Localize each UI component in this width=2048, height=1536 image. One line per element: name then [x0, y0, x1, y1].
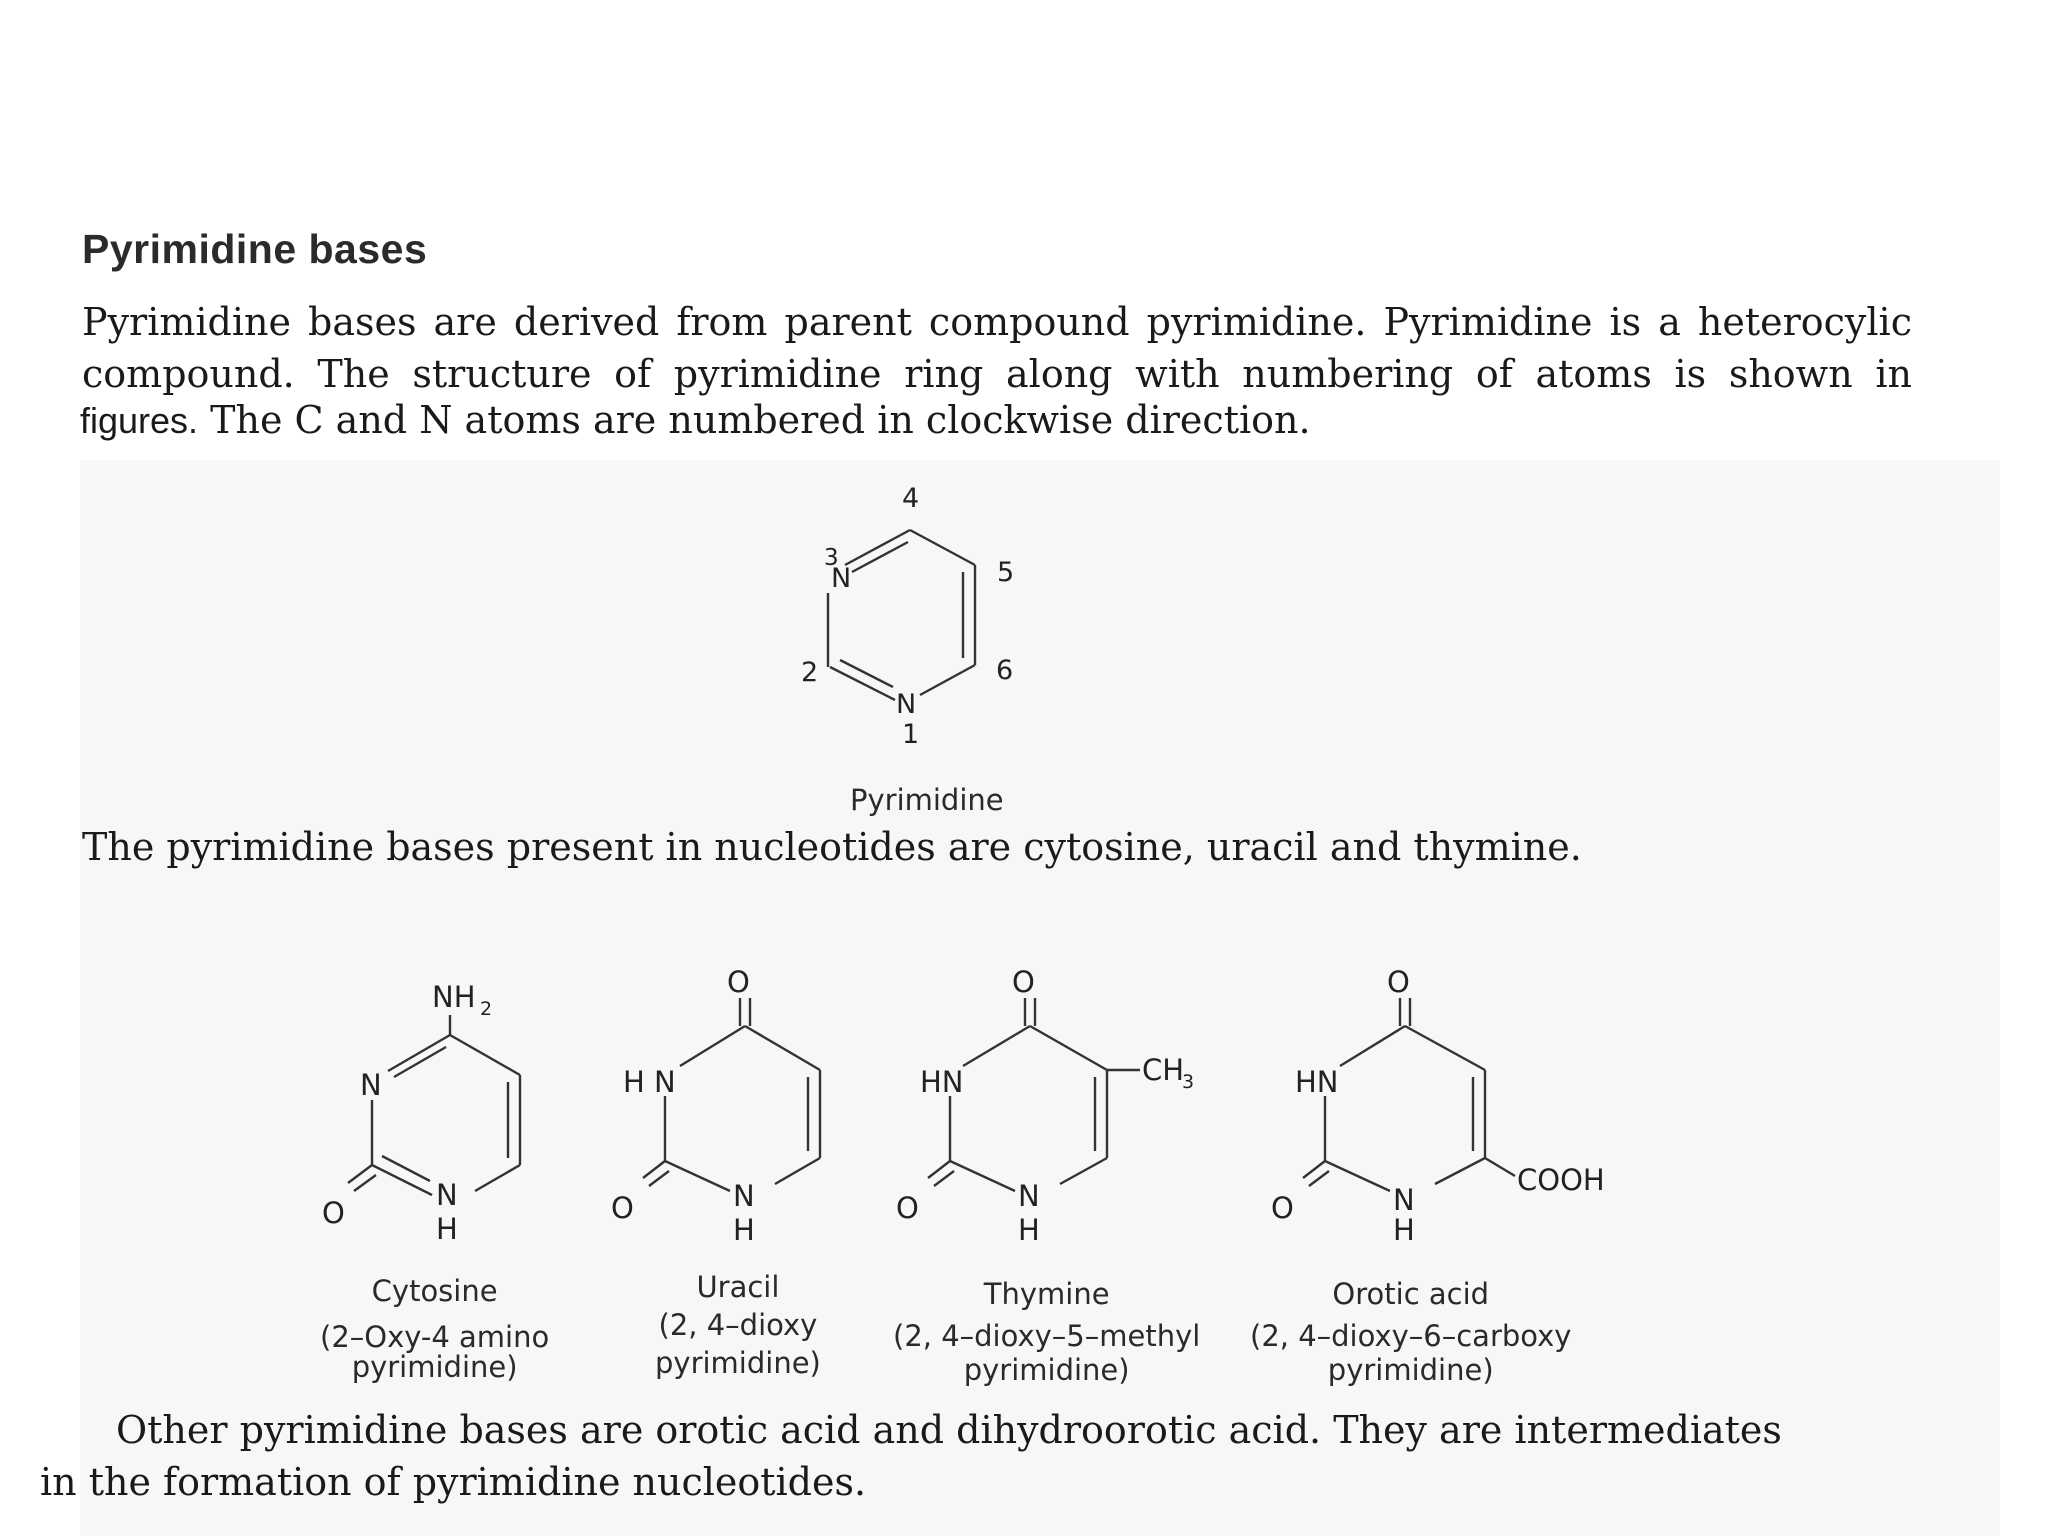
position-2-label: 2: [801, 657, 819, 688]
position-6-label: 6: [996, 655, 1014, 686]
thymine-ch-label: CH: [1142, 1053, 1185, 1087]
orotic-acid-name: Orotic acid: [1332, 1277, 1490, 1311]
uracil-name: Uracil: [696, 1270, 780, 1304]
pyrimidine-structure: [790, 485, 1050, 755]
thymine-o-top-label: O: [1012, 965, 1035, 999]
orotic-acid-desc-2: pyrimidine): [1327, 1353, 1494, 1387]
cytosine-nh-subscript: 2: [480, 998, 493, 1020]
cytosine-name: Cytosine: [371, 1274, 498, 1308]
position-1-label: 1: [902, 719, 920, 750]
thymine-desc-1: (2, 4–dioxy–5–methyl: [893, 1319, 1201, 1353]
cytosine-caption: [320, 1272, 549, 1386]
uracil-caption: [655, 1268, 821, 1382]
closing-line-2: in the formation of pyrimidine nucleotides.: [40, 1460, 867, 1504]
orotic-acid-caption: [1250, 1275, 1571, 1389]
thymine-structure: [890, 948, 1230, 1258]
thymine-n1-label: N: [1018, 1179, 1040, 1213]
thymine-h-label: H: [1018, 1213, 1040, 1247]
uracil-desc-2: pyrimidine): [655, 1346, 821, 1380]
uracil-structure: [605, 948, 845, 1258]
intro-line-3-prefix: figures.: [80, 400, 199, 441]
position-4-label: 4: [902, 483, 920, 514]
intro-line-3: [80, 398, 1311, 442]
cytosine-nh-label: NH: [432, 980, 476, 1014]
intro-line-2: compound. The structure of pyrimidine ring along with numbering of atoms is shown in: [82, 352, 1912, 396]
cytosine-n3-label: N: [360, 1068, 382, 1102]
pyrimidine-caption: Pyrimidine: [850, 783, 1004, 817]
section-heading: Pyrimidine bases: [82, 226, 428, 272]
bases-sentence: The pyrimidine bases present in nucleotides are cytosine, uracil and thymine.: [82, 825, 1582, 869]
cytosine-o-label: O: [322, 1196, 345, 1230]
cytosine-desc-1: (2–Oxy-4 amino: [320, 1320, 550, 1354]
closing-line-1: Other pyrimidine bases are orotic acid and dihydroorotic acid. They are intermediates: [116, 1408, 1782, 1452]
orotic-cooh-label: COOH: [1517, 1163, 1605, 1197]
thymine-name: Thymine: [983, 1277, 1110, 1311]
thymine-ch-subscript: 3: [1182, 1071, 1195, 1093]
position-3-label: 3: [824, 545, 839, 571]
orotic-acid-structure: [1265, 948, 1625, 1258]
uracil-o-label: O: [611, 1191, 634, 1225]
thymine-hn-label: HN: [920, 1065, 964, 1099]
cytosine-h-label: H: [436, 1212, 458, 1246]
orotic-o-label: O: [1271, 1191, 1294, 1225]
uracil-n1-label: N: [733, 1179, 755, 1213]
cytosine-n1-label: N: [436, 1178, 458, 1212]
thymine-o-label: O: [896, 1191, 919, 1225]
orotic-o-top-label: O: [1387, 965, 1410, 999]
thymine-caption: [893, 1275, 1200, 1389]
orotic-hn-label: HN: [1295, 1065, 1339, 1099]
intro-line-3-rest: The C and N atoms are numbered in clockwise direction.: [198, 398, 1311, 442]
uracil-desc-1: (2, 4–dioxy: [658, 1308, 818, 1342]
cytosine-structure: [310, 955, 550, 1255]
orotic-n1-label: N: [1393, 1183, 1415, 1217]
thymine-desc-2: pyrimidine): [963, 1353, 1130, 1387]
position-5-label: 5: [997, 557, 1015, 588]
uracil-h-label: H: [733, 1213, 755, 1247]
cytosine-desc-2: pyrimidine): [351, 1350, 518, 1384]
ring-atom-n3: N: [831, 563, 852, 594]
intro-line-1: Pyrimidine bases are derived from parent compound pyrimidine. Pyrimidine is a heterocylic: [82, 300, 1912, 344]
uracil-hn-label: H N: [623, 1065, 676, 1099]
uracil-o-top-label: O: [727, 965, 750, 999]
pyrimidine-ring-bonds: [828, 530, 975, 700]
orotic-acid-desc-1: (2, 4–dioxy–6–carboxy: [1250, 1319, 1572, 1353]
ring-atom-n1: N: [896, 689, 917, 720]
orotic-h-label: H: [1393, 1213, 1415, 1247]
